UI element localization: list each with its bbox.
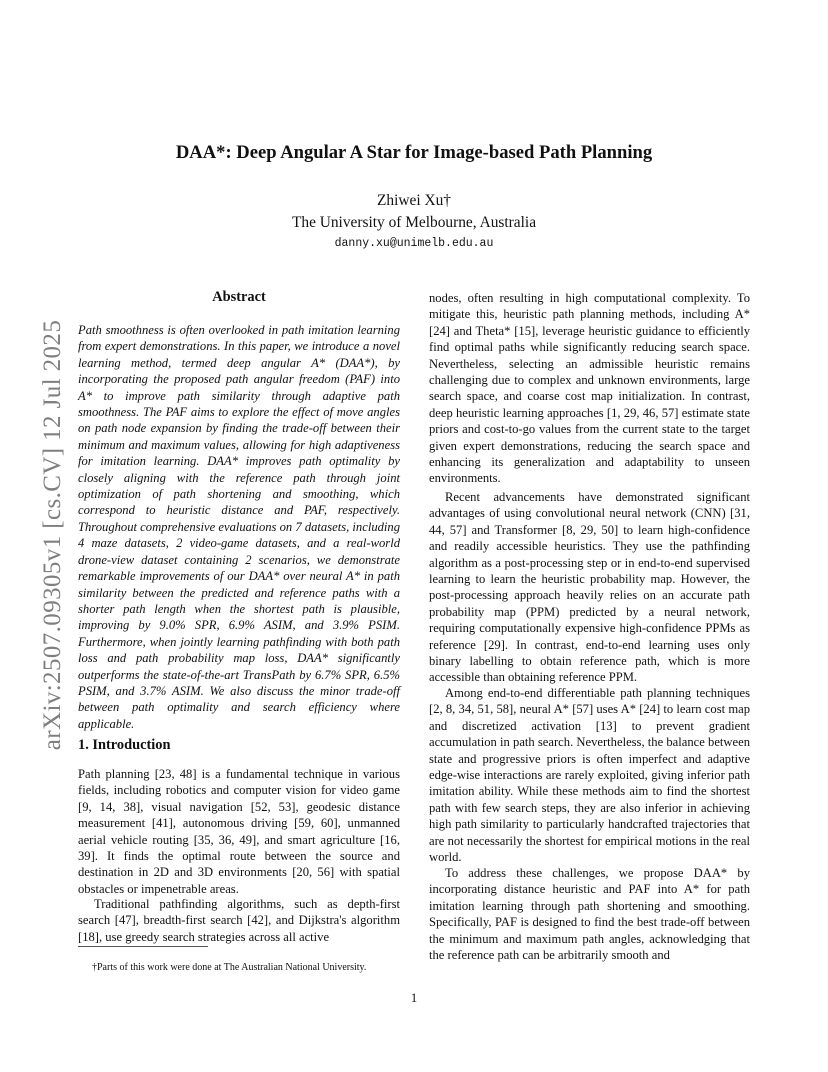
page-number: 1 — [410, 991, 418, 1005]
body-paragraph: Recent advancements have demonstrated significant advantages of using convolutional neural network (CNN) [31, 44, 57] and Transformer [8, 29, 50] to learn high-confidence and readily accessible heuristics. They use the pathfinding algorithm as a post-processing step or in end-to-end supervised learning to learn the heuristic probability map. However, the post-processing approach heavily relies on an accurate path probability map (PPM) predicted by a neural network, requiring computationally expensive high-confidence PPMs as reference [29]. In contrast, end-to-end learning uses only binary labelling to obtain reference path, which is more accessible than obtaining reference PPM. — [429, 490, 750, 685]
introduction-heading: 1. Introduction — [78, 737, 171, 753]
abstract-heading: Abstract — [212, 289, 266, 305]
introduction-paragraph: Traditional pathfinding algorithms, such as depth-first search [47], breadth-first search [42], and Dijkstra's algorithm [18], use greedy search strategies across all active — [78, 897, 400, 944]
abstract-text: Path smoothness is often overlooked in path imitation learning from expert demonstrations. In this paper, we introduce a novel learning method, termed deep angular A* (DAA*), by incorporating the proposed path angular freedom (PAF) into A* to improve path similarity through adaptive path smoothness. The PAF aims to explore the effect of move angles on path node expansion by finding the trade-off between their minimum and maximum values, allowing for high adaptiveness for imitation learning. DAA* improves path optimality by closely aligning with the reference path through joint optimization of path shortening and smoothing, which correspond to heuristic distance and PAF, respectively. Throughout comprehensive evaluations on 7 datasets, including 4 maze datasets, 2 video-game datasets, and a real-world drone-view dataset containing 2 scenarios, we demonstrate remarkable improvements of our DAA* over neural A* in path similarity between the predicted and reference paths with a shorter path length when the shortest path is plausible, improving by 9.0% SPR, 6.9% ASIM, and 3.9% PSIM. Furthermore, when jointly learning pathfinding with both path loss and path probability map loss, DAA* significantly outperforms the state-of-the-art TransPath by 6.7% SPR, 6.5% PSIM, and 3.7% ASIM. We also discuss the minor trade-off between path optimality and search efficiency where applicable. — [78, 323, 400, 731]
author-email[interactable]: danny.xu@unimelb.edu.au — [334, 237, 494, 250]
arxiv-identifier: arXiv:2507.09305v1 [cs.CV] 12 Jul 2025 — [39, 319, 66, 751]
footnote: †Parts of this work were done at The Australian National University. — [92, 962, 367, 973]
introduction-paragraph: Path planning [23, 48] is a fundamental technique in various fields, including robotics and computer vision for video game [9, 14, 38], visual navigation [52, 53], geodesic distance measurement [41], autonomous driving [59, 60], unmanned aerial vehicle routing [35, 36, 49], and smart agriculture [16, 39]. It finds the optimal route between the source and destination in 2D and 3D environments [20, 56] with spatial obstacles or impenetrable areas. — [78, 767, 400, 896]
paper-title: DAA*: Deep Angular A Star for Image-based Path Planning — [175, 142, 653, 163]
body-paragraph: To address these challenges, we propose DAA* by incorporating distance heuristic and PAF into A* for path imitation learning through path shortening and smoothing. Specifically, PAF is designed to find the best trade-off between the minimum and maximum path angles, acknowledging that the reference path can be arbitrarily smooth and — [429, 866, 750, 963]
author-name: Zhiwei Xu† — [377, 192, 451, 209]
body-paragraph: Among end-to-end differentiable path planning techniques [2, 8, 34, 51, 58], neural A* [57] uses A* [24] to learn cost map and discretized activation [13] to prevent gradient accumulation in path search. Nevertheless, the balance between state and progressive priors is often imperfect and adaptive edge-wise interactions are rarely exploited, giving inferior path imitation ability. While these methods aim to find the shortest path with few search steps, they are also inferior in achieving high path similarity to particularly handcrafted trajectories that are not necessarily the shortest for empirical motions in the real world. — [429, 686, 750, 865]
author-affiliation: The University of Melbourne, Australia — [291, 214, 537, 231]
footnote-divider — [78, 946, 208, 947]
body-paragraph: nodes, often resulting in high computational complexity. To mitigate this, heuristic path planning methods, including A* [24] and Theta* [15], leverage heuristic guidance to efficiently find optimal paths while significantly reducing search space. Nevertheless, selecting an admissible heuristic remains challenging due to complex and unknown environments, large search space, and coarse cost map initialization. In contrast, deep heuristic learning approaches [1, 29, 46, 57] estimate state priors and cost-to-go values from the current state to the target given expert demonstrations, reducing the search space and enhancing its generalization and adaptability to unseen environments. — [429, 291, 750, 486]
